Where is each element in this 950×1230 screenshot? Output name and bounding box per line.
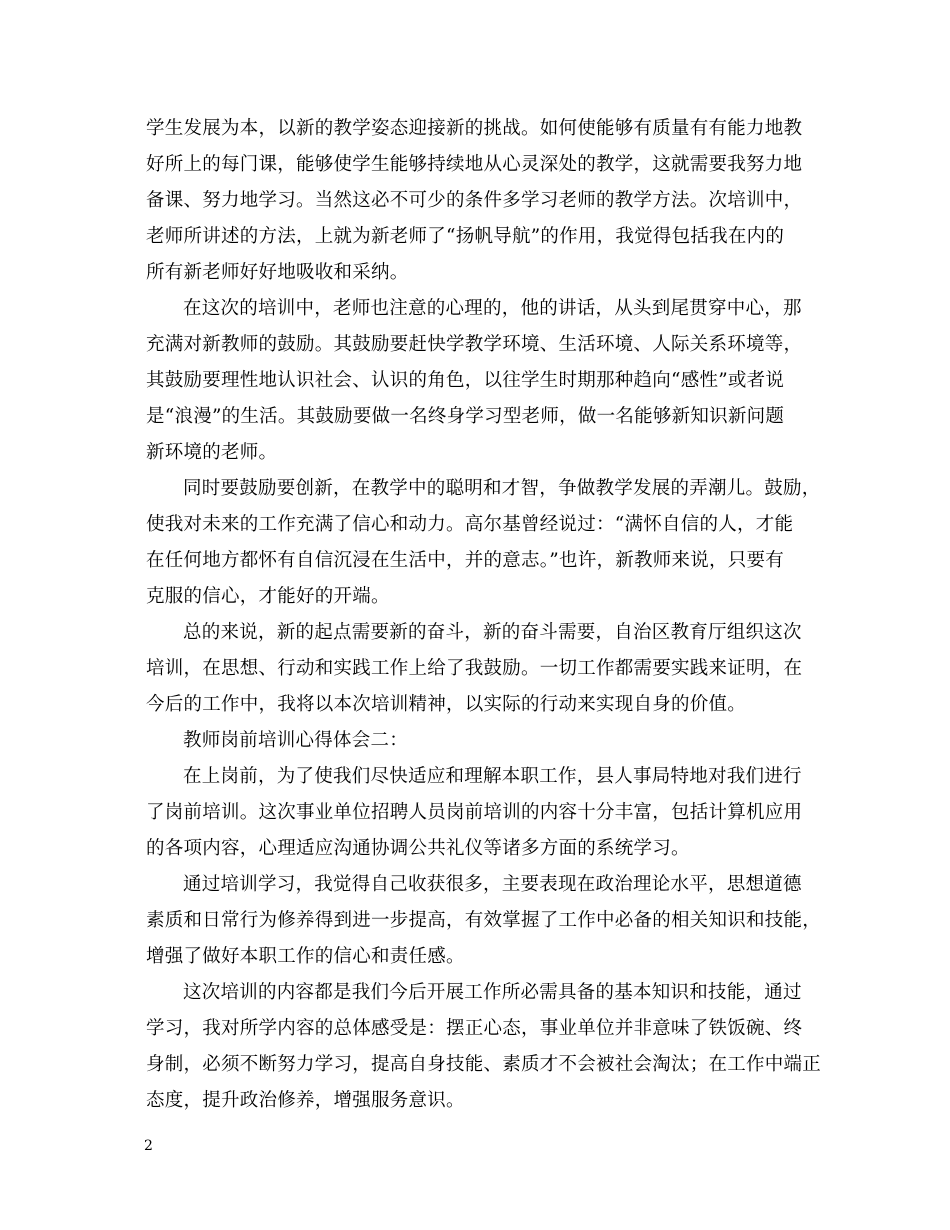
- text-line: 在这次的培训中，老师也注意的心理的，他的讲话，从头到尾贯穿中心，那: [183, 298, 802, 319]
- text-line: 通过培训学习，我觉得自己收获很多，主要表现在政治理论水平，思想道德: [183, 874, 802, 895]
- text-line: 了岗前培训。这次事业单位招聘人员岗前培训的内容十分丰富，包括计算机应用: [146, 802, 803, 823]
- text-line: 其鼓励要理性地认识社会、认识的角色，以往学生时期那种趋向“感性”或者说: [146, 370, 785, 391]
- text-line: 充满对新教师的鼓励。其鼓励要赶快学教学环境、生活环境、人际关系环境等，: [146, 334, 803, 355]
- text-line: 同时要鼓励要创新，在教学中的聪明和才智，争做教学发展的弄潮儿。鼓励，: [183, 478, 821, 499]
- text-line: 培训，在思想、行动和实践工作上给了我鼓励。一切工作都需要实践来证明，在: [146, 658, 803, 679]
- text-line: 好所上的每门课，能够使学生能够持续地从心灵深处的教学，这就需要我努力地: [146, 154, 803, 175]
- text-line: 备课、努力地学习。当然这必不可少的条件多学习老师的教学方法。次培训中，: [146, 190, 803, 211]
- text-line: 是“浪漫”的生活。其鼓励要做一名终身学习型老师，做一名能够新知识新问题: [146, 406, 785, 427]
- text-line: 克服的信心，才能好的开端。: [146, 586, 390, 607]
- text-line: 在上岗前，为了使我们尽快适应和理解本职工作，县人事局特地对我们进行: [183, 766, 802, 787]
- text-line: 使我对未来的工作充满了信心和动力。高尔基曾经说过：“满怀自信的人，才能: [146, 514, 794, 535]
- text-line: 身制，必须不断努力学习，提高自身技能、素质才不会被社会淘汰；在工作中端正: [146, 1054, 822, 1075]
- text-line: 在任何地方都怀有自信沉浸在生活中，并的意志。”也许，新教师来说，只要有: [146, 550, 784, 571]
- text-line: 新环境的老师。: [146, 442, 278, 463]
- text-line: 增强了做好本职工作的信心和责任感。: [146, 946, 465, 967]
- section-heading: 教师岗前培训心得体会二：: [183, 730, 409, 751]
- text-line: 总的来说，新的起点需要新的奋斗，新的奋斗需要，自治区教育厅组织这次: [183, 622, 802, 643]
- text-line: 素质和日常行为修养得到进一步提高，有效掌握了工作中必备的相关知识和技能，: [146, 910, 822, 931]
- text-line: 这次培训的内容都是我们今后开展工作所必需具备的基本知识和技能，通过: [183, 982, 802, 1003]
- text-line: 学生发展为本，以新的教学姿态迎接新的挑战。如何使能够有质量有有能力地教: [146, 118, 803, 139]
- text-line: 今后的工作中，我将以本次培训精神，以实际的行动来实现自身的价值。: [146, 694, 747, 715]
- text-line: 的各项内容，心理适应沟通协调公共礼仪等诸多方面的系统学习。: [146, 838, 690, 859]
- page-number: 2: [144, 1138, 153, 1154]
- text-line: 所有新老师好好地吸收和采纳。: [146, 262, 409, 283]
- text-line: 学习，我对所学内容的总体感受是：摆正心态，事业单位并非意味了铁饭碗、终: [146, 1018, 803, 1039]
- text-line: 老师所讲述的方法，上就为新老师了“扬帆导航”的作用，我觉得包括我在内的: [146, 226, 785, 247]
- text-line: 态度，提升政治修养，增强服务意识。: [146, 1090, 465, 1111]
